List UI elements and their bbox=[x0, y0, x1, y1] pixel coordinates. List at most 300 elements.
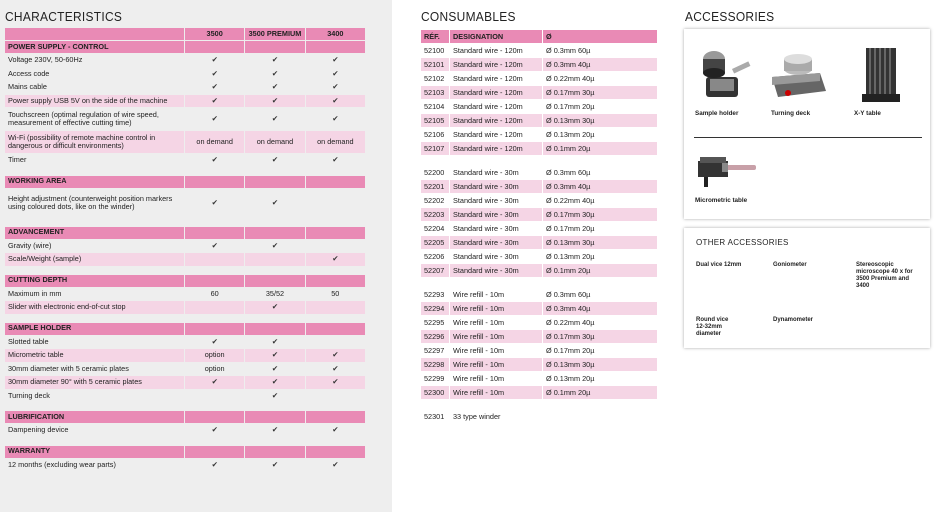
check-mark: ✔ bbox=[271, 459, 279, 469]
characteristic-row bbox=[5, 424, 365, 437]
characteristic-value bbox=[306, 301, 365, 314]
characteristics-header-row bbox=[5, 28, 365, 40]
spacer-cell bbox=[5, 403, 184, 410]
spacer-row bbox=[421, 400, 657, 409]
consumable-designation: Wire refill - 10m bbox=[450, 386, 542, 399]
xy-table-image bbox=[860, 42, 902, 106]
section-fill-cell bbox=[245, 227, 304, 239]
characteristic-value: on demand bbox=[306, 131, 365, 153]
consumable-row bbox=[421, 86, 657, 99]
check-mark: ✔ bbox=[271, 336, 279, 346]
characteristic-value bbox=[245, 253, 304, 266]
characteristic-label: Access code bbox=[8, 68, 50, 78]
characteristic-row bbox=[5, 240, 365, 253]
other-dual-vice: Dual vice 12mm bbox=[696, 262, 742, 268]
characteristic-row bbox=[5, 288, 365, 301]
spacer-cell bbox=[450, 156, 542, 165]
spacer-row bbox=[5, 403, 365, 410]
check-mark: ✔ bbox=[271, 55, 279, 65]
consumable-diameter: Ø 0.13mm 20µ bbox=[546, 252, 595, 261]
consumable-diameter: Ø 0.17mm 20µ bbox=[546, 102, 595, 111]
consumable-diameter: Ø 0.3mm 40µ bbox=[543, 58, 657, 71]
consumable-ref: 52102 bbox=[424, 74, 445, 83]
consumable-designation: Wire refill - 10m bbox=[450, 302, 542, 315]
characteristic-label: 30mm diameter 90° with 5 ceramic plates bbox=[5, 376, 184, 389]
section-fill-cell bbox=[306, 323, 365, 335]
spacer-cell bbox=[245, 267, 304, 274]
spacer-row bbox=[5, 219, 365, 226]
accessories-card bbox=[684, 29, 930, 219]
spacer-cell bbox=[543, 156, 657, 165]
characteristic-label: Voltage 230V, 50-60Hz bbox=[8, 55, 83, 65]
consumable-designation: Standard wire - 30m bbox=[450, 208, 542, 221]
check-mark: ✔ bbox=[332, 155, 339, 165]
spacer-cell bbox=[5, 219, 184, 226]
check-mark: ✔ bbox=[332, 425, 339, 435]
consumable-diameter: Ø 0.13mm 30µ bbox=[543, 358, 657, 371]
spacer-cell bbox=[5, 438, 184, 445]
characteristic-value bbox=[185, 301, 244, 314]
characteristic-value: 35/52 bbox=[265, 288, 285, 298]
check-mark: ✔ bbox=[211, 197, 218, 207]
section-fill-cell bbox=[245, 176, 304, 188]
consumable-row bbox=[421, 100, 657, 113]
characteristic-value: option bbox=[185, 349, 244, 362]
spacer-cell bbox=[185, 315, 244, 322]
spacer-cell bbox=[185, 219, 244, 226]
section-fill-cell bbox=[245, 275, 304, 287]
check-mark: ✔ bbox=[185, 376, 244, 389]
characteristic-row bbox=[5, 54, 365, 67]
consumable-diameter: Ø 0.13mm 20µ bbox=[546, 130, 595, 139]
check-mark: ✔ bbox=[211, 240, 218, 250]
consumable-designation: 33 type winder bbox=[453, 412, 501, 421]
characteristic-label: Wi-Fi (possibility of remote machine control in dangerous or difficult environments) bbox=[5, 131, 184, 153]
section-fill-cell bbox=[185, 275, 244, 287]
consumable-designation: Standard wire - 120m bbox=[450, 58, 542, 71]
section-fill-cell bbox=[306, 227, 365, 239]
spacer-cell bbox=[306, 438, 365, 445]
accessory-turning-deck: Turning deck bbox=[771, 110, 811, 117]
section-header-row bbox=[5, 411, 365, 423]
characteristics-table bbox=[4, 27, 366, 472]
consumable-ref: 52205 bbox=[421, 236, 449, 249]
consumable-row bbox=[421, 166, 657, 179]
check-mark: ✔ bbox=[245, 95, 304, 108]
consumable-designation: Standard wire - 30m bbox=[453, 168, 519, 177]
spacer-cell bbox=[421, 400, 449, 409]
consumable-row bbox=[421, 58, 657, 71]
turning-deck-image bbox=[768, 51, 830, 103]
characteristic-row bbox=[5, 349, 365, 362]
section-title: ADVANCEMENT bbox=[5, 227, 184, 239]
check-mark: ✔ bbox=[271, 155, 279, 165]
other-dynamometer: Dynamometer bbox=[773, 317, 814, 323]
consumable-designation: Wire refill - 10m bbox=[450, 330, 542, 343]
check-mark: ✔ bbox=[332, 82, 339, 92]
spacer-cell bbox=[306, 168, 365, 175]
consumable-diameter: Ø 0.3mm 60µ bbox=[546, 46, 591, 55]
check-mark: ✔ bbox=[185, 95, 244, 108]
consumable-ref: 52107 bbox=[421, 142, 449, 155]
accessory-micrometric-table: Micrometric table bbox=[695, 197, 748, 204]
consumable-row bbox=[421, 142, 657, 155]
consumable-designation: Standard wire - 120m bbox=[450, 86, 542, 99]
consumable-row bbox=[421, 72, 657, 85]
section-fill-cell bbox=[185, 411, 244, 423]
consumable-diameter: Ø 0.17mm 30µ bbox=[543, 330, 657, 343]
section-header-row bbox=[5, 227, 365, 239]
characteristic-row bbox=[5, 95, 365, 108]
spacer-cell bbox=[306, 315, 365, 322]
consumable-ref: 52295 bbox=[424, 318, 445, 327]
consumable-ref: 52200 bbox=[424, 168, 445, 177]
characteristic-label: Scale/Weight (sample) bbox=[5, 253, 184, 266]
other-round-vice: Round vice 12-32mm diameter bbox=[696, 317, 729, 337]
check-mark: ✔ bbox=[332, 55, 339, 65]
consumable-ref: 52300 bbox=[421, 386, 449, 399]
consumable-diameter: Ø 0.1mm 20µ bbox=[543, 142, 657, 155]
section-header-row bbox=[5, 176, 365, 188]
check-mark: ✔ bbox=[306, 253, 365, 266]
check-mark: ✔ bbox=[271, 240, 279, 250]
characteristic-row bbox=[5, 68, 365, 81]
section-fill-cell bbox=[306, 446, 365, 458]
accessories-title: ACCESSORIES bbox=[685, 9, 775, 24]
section-fill-cell bbox=[245, 323, 304, 335]
other-goniometer: Goniometer bbox=[773, 262, 807, 268]
characteristic-label: Height adjustment (counterweight position markers using coloured dots, like on the winder) bbox=[8, 193, 173, 211]
other-stereo-microscope: Stereoscopic microscope 40 x for 3500 Premium and 3400 bbox=[856, 262, 913, 289]
consumable-diameter: Ø 0.3mm 60µ bbox=[546, 168, 591, 177]
consumable-row bbox=[421, 344, 657, 357]
consumable-designation: Standard wire - 120m bbox=[453, 102, 523, 111]
characteristic-value: on demand bbox=[185, 131, 244, 153]
consumable-designation: Wire refill - 10m bbox=[453, 290, 505, 299]
section-fill-cell bbox=[306, 41, 365, 53]
characteristic-row bbox=[5, 301, 365, 314]
consumables-header-row bbox=[421, 30, 657, 43]
characteristic-value: 50 bbox=[331, 288, 340, 298]
section-fill-cell bbox=[306, 176, 365, 188]
consumable-designation: Wire refill - 10m bbox=[453, 318, 505, 327]
other-accessories-title: OTHER ACCESSORIES bbox=[696, 238, 789, 247]
check-mark: ✔ bbox=[306, 95, 365, 108]
spacer-cell bbox=[543, 400, 657, 409]
consumable-diameter: Ø 0.13mm 30µ bbox=[543, 236, 657, 249]
check-mark: ✔ bbox=[271, 363, 279, 373]
consumable-row bbox=[421, 180, 657, 193]
section-fill-cell bbox=[245, 41, 304, 53]
section-header-row bbox=[5, 275, 365, 287]
check-mark: ✔ bbox=[306, 349, 365, 362]
consumable-diameter: Ø 0.22mm 40µ bbox=[546, 196, 595, 205]
characteristic-label: Slider with electronic end-of-cut stop bbox=[5, 301, 184, 314]
consumable-ref: 52100 bbox=[424, 46, 445, 55]
spacer-cell bbox=[245, 168, 304, 175]
consumable-designation: Standard wire - 30m bbox=[450, 236, 542, 249]
characteristic-value bbox=[185, 253, 244, 266]
consumable-ref: 52299 bbox=[424, 374, 445, 383]
characteristic-value bbox=[185, 390, 244, 403]
col-3500-premium: 3500 PREMIUM bbox=[245, 28, 304, 40]
consumable-diameter: Ø 0.17mm 30µ bbox=[543, 86, 657, 99]
consumable-row bbox=[421, 358, 657, 371]
characteristic-value: option bbox=[204, 363, 225, 373]
consumable-designation: Standard wire - 30m bbox=[453, 196, 519, 205]
accessories-divider bbox=[694, 137, 922, 138]
check-mark: ✔ bbox=[211, 68, 218, 78]
characteristic-row bbox=[5, 253, 365, 266]
check-mark: ✔ bbox=[211, 336, 218, 346]
characteristic-label: Slotted table bbox=[8, 336, 49, 346]
consumable-ref: 52103 bbox=[421, 86, 449, 99]
section-header-row bbox=[5, 41, 365, 53]
characteristic-value: 60 bbox=[210, 288, 219, 298]
characteristic-row bbox=[5, 108, 365, 130]
check-mark: ✔ bbox=[332, 363, 339, 373]
consumable-diameter: Ø 0.3mm 40µ bbox=[543, 180, 657, 193]
spacer-cell bbox=[5, 267, 184, 274]
consumable-diameter: Ø 0.1mm 20µ bbox=[543, 264, 657, 277]
spacer-cell bbox=[421, 156, 449, 165]
section-fill-cell bbox=[306, 411, 365, 423]
consumable-ref: 52296 bbox=[421, 330, 449, 343]
consumable-diameter: Ø 0.1mm 20µ bbox=[543, 386, 657, 399]
consumable-designation: Standard wire - 30m bbox=[450, 180, 542, 193]
consumable-diameter: Ø 0.17mm 20µ bbox=[546, 224, 595, 233]
characteristic-row bbox=[5, 390, 365, 403]
characteristic-label: Power supply USB 5V on the side of the machine bbox=[5, 95, 184, 108]
consumable-designation: Standard wire - 120m bbox=[453, 46, 523, 55]
section-fill-cell bbox=[185, 227, 244, 239]
consumables-title: CONSUMABLES bbox=[421, 9, 516, 24]
section-title: CUTTING DEPTH bbox=[5, 275, 184, 287]
characteristics-title: CHARACTERISTICS bbox=[5, 9, 123, 24]
check-mark: ✔ bbox=[245, 376, 304, 389]
consumable-row bbox=[421, 208, 657, 221]
section-header-row bbox=[5, 323, 365, 335]
consumable-row bbox=[421, 44, 657, 57]
consumable-diameter: Ø 0.22mm 40µ bbox=[546, 74, 595, 83]
characteristic-row bbox=[5, 154, 365, 167]
consumable-ref: 52294 bbox=[421, 302, 449, 315]
check-mark: ✔ bbox=[271, 113, 279, 123]
characteristic-label: Micrometric table bbox=[5, 349, 184, 362]
header-designation: DESIGNATION bbox=[450, 30, 542, 43]
check-mark: ✔ bbox=[271, 425, 279, 435]
check-mark: ✔ bbox=[271, 390, 279, 400]
characteristic-label: 30mm diameter with 5 ceramic plates bbox=[8, 363, 129, 373]
section-fill-cell bbox=[185, 41, 244, 53]
spacer-cell bbox=[306, 219, 365, 226]
spacer-cell bbox=[543, 278, 657, 287]
section-fill-cell bbox=[185, 176, 244, 188]
spacer-row bbox=[421, 156, 657, 165]
sample-holder-image bbox=[692, 43, 754, 105]
characteristic-row bbox=[5, 376, 365, 389]
col-3500: 3500 bbox=[185, 28, 244, 40]
consumable-row bbox=[421, 194, 657, 207]
check-mark: ✔ bbox=[211, 113, 218, 123]
header-ref: RÉF. bbox=[421, 30, 449, 43]
consumable-designation: Wire refill - 10m bbox=[453, 346, 505, 355]
consumable-ref: 52301 bbox=[424, 412, 445, 421]
micrometric-table-image bbox=[694, 149, 760, 191]
check-mark: ✔ bbox=[271, 197, 279, 207]
consumable-row bbox=[421, 250, 657, 263]
characteristic-value bbox=[306, 189, 365, 218]
spacer-row bbox=[5, 315, 365, 322]
check-mark: ✔ bbox=[245, 349, 304, 362]
section-fill-cell bbox=[185, 323, 244, 335]
spacer-cell bbox=[450, 278, 542, 287]
consumable-ref: 52204 bbox=[424, 224, 445, 233]
section-title: WORKING AREA bbox=[5, 176, 184, 188]
consumable-row bbox=[421, 288, 657, 301]
check-mark: ✔ bbox=[271, 82, 279, 92]
consumable-row bbox=[421, 236, 657, 249]
check-mark: ✔ bbox=[211, 55, 218, 65]
characteristic-row bbox=[5, 189, 365, 218]
check-mark: ✔ bbox=[332, 68, 339, 78]
consumable-diameter: Ø 0.3mm 60µ bbox=[546, 290, 591, 299]
spacer-row bbox=[421, 278, 657, 287]
col-3400: 3400 bbox=[306, 28, 365, 40]
consumable-designation: Standard wire - 30m bbox=[453, 224, 519, 233]
check-mark: ✔ bbox=[211, 82, 218, 92]
section-fill-cell bbox=[306, 275, 365, 287]
characteristics-panel bbox=[0, 0, 392, 512]
consumable-row bbox=[421, 222, 657, 235]
consumable-designation: Standard wire - 30m bbox=[450, 264, 542, 277]
spacer-cell bbox=[5, 168, 184, 175]
spacer-cell bbox=[245, 219, 304, 226]
consumable-designation: Wire refill - 10m bbox=[450, 358, 542, 371]
check-mark: ✔ bbox=[211, 155, 218, 165]
spacer-cell bbox=[245, 403, 304, 410]
characteristic-label: Dampening device bbox=[8, 425, 69, 435]
check-mark: ✔ bbox=[245, 301, 304, 314]
check-mark: ✔ bbox=[306, 376, 365, 389]
spacer-cell bbox=[450, 400, 542, 409]
characteristic-value bbox=[306, 336, 365, 349]
characteristic-row bbox=[5, 459, 365, 472]
spacer-cell bbox=[245, 438, 304, 445]
accessory-sample-holder: Sample holder bbox=[695, 110, 739, 117]
consumable-diameter: Ø 0.17mm 30µ bbox=[543, 208, 657, 221]
check-mark: ✔ bbox=[211, 425, 218, 435]
consumable-designation: Standard wire - 120m bbox=[453, 74, 523, 83]
spacer-row bbox=[5, 267, 365, 274]
characteristic-label: Mains cable bbox=[8, 82, 47, 92]
spacer-cell bbox=[185, 267, 244, 274]
consumable-row bbox=[421, 128, 657, 141]
characteristic-value bbox=[306, 240, 365, 253]
characteristic-label: Touchscreen (optimal regulation of wire speed, measurement of effective cutting time) bbox=[8, 109, 159, 127]
consumable-ref: 52207 bbox=[421, 264, 449, 277]
accessory-xy-table: X-Y table bbox=[854, 110, 881, 117]
consumable-designation: Standard wire - 120m bbox=[450, 114, 542, 127]
section-title: SAMPLE HOLDER bbox=[5, 323, 184, 335]
consumables-table bbox=[420, 29, 658, 424]
characteristic-row bbox=[5, 131, 365, 153]
consumable-ref: 52104 bbox=[424, 102, 445, 111]
consumable-diameter: Ø 0.22mm 40µ bbox=[546, 318, 595, 327]
consumable-ref: 52202 bbox=[424, 196, 445, 205]
consumable-ref: 52206 bbox=[424, 252, 445, 261]
consumable-row bbox=[421, 302, 657, 315]
consumable-ref: 52293 bbox=[424, 290, 445, 299]
consumable-row bbox=[421, 114, 657, 127]
characteristic-row bbox=[5, 336, 365, 349]
check-mark: ✔ bbox=[211, 459, 218, 469]
consumable-diameter: Ø 0.3mm 40µ bbox=[543, 302, 657, 315]
header-diameter: Ø bbox=[543, 30, 657, 43]
spacer-cell bbox=[185, 168, 244, 175]
consumable-ref: 52203 bbox=[421, 208, 449, 221]
consumable-designation: Standard wire - 120m bbox=[453, 130, 523, 139]
spacer-cell bbox=[185, 438, 244, 445]
consumable-row bbox=[421, 264, 657, 277]
section-title: LUBRIFICATION bbox=[5, 411, 184, 423]
consumable-diameter: Ø 0.13mm 30µ bbox=[543, 114, 657, 127]
spacer-cell bbox=[421, 278, 449, 287]
check-mark: ✔ bbox=[332, 459, 339, 469]
characteristic-label: Maximum in mm bbox=[8, 288, 62, 298]
characteristic-value: on demand bbox=[245, 131, 304, 153]
spacer-cell bbox=[5, 315, 184, 322]
consumable-row-winder bbox=[421, 410, 657, 423]
consumable-row bbox=[421, 386, 657, 399]
consumable-diameter: Ø 0.17mm 20µ bbox=[546, 346, 595, 355]
consumable-diameter: Ø 0.13mm 20µ bbox=[546, 374, 595, 383]
consumable-row bbox=[421, 316, 657, 329]
consumable-ref: 52201 bbox=[421, 180, 449, 193]
consumable-row bbox=[421, 372, 657, 385]
consumable-ref: 52298 bbox=[421, 358, 449, 371]
characteristic-row bbox=[5, 81, 365, 94]
consumable-ref: 52106 bbox=[424, 130, 445, 139]
consumable-row bbox=[421, 330, 657, 343]
check-mark: ✔ bbox=[332, 113, 339, 123]
characteristic-value bbox=[306, 390, 365, 403]
spacer-cell bbox=[185, 403, 244, 410]
section-fill-cell bbox=[245, 446, 304, 458]
consumable-designation: Standard wire - 30m bbox=[453, 252, 519, 261]
characteristic-label: Gravity (wire) bbox=[8, 240, 52, 250]
consumable-ref: 52101 bbox=[421, 58, 449, 71]
characteristic-label: Turning deck bbox=[8, 390, 50, 400]
spacer-cell bbox=[306, 403, 365, 410]
consumable-ref: 52297 bbox=[424, 346, 445, 355]
consumable-designation: Standard wire - 120m bbox=[450, 142, 542, 155]
section-header-row bbox=[5, 446, 365, 458]
section-fill-cell bbox=[245, 411, 304, 423]
header-blank bbox=[5, 28, 184, 40]
spacer-row bbox=[5, 438, 365, 445]
characteristic-label: 12 months (excluding wear parts) bbox=[8, 459, 116, 469]
characteristic-row bbox=[5, 363, 365, 376]
consumable-designation: Wire refill - 10m bbox=[453, 374, 505, 383]
section-title: WARRANTY bbox=[5, 446, 184, 458]
spacer-cell bbox=[245, 315, 304, 322]
section-title: POWER SUPPLY - CONTROL bbox=[5, 41, 184, 53]
spacer-cell bbox=[306, 267, 365, 274]
other-accessories-card bbox=[684, 228, 930, 348]
section-fill-cell bbox=[185, 446, 244, 458]
characteristic-label: Timer bbox=[8, 155, 27, 165]
